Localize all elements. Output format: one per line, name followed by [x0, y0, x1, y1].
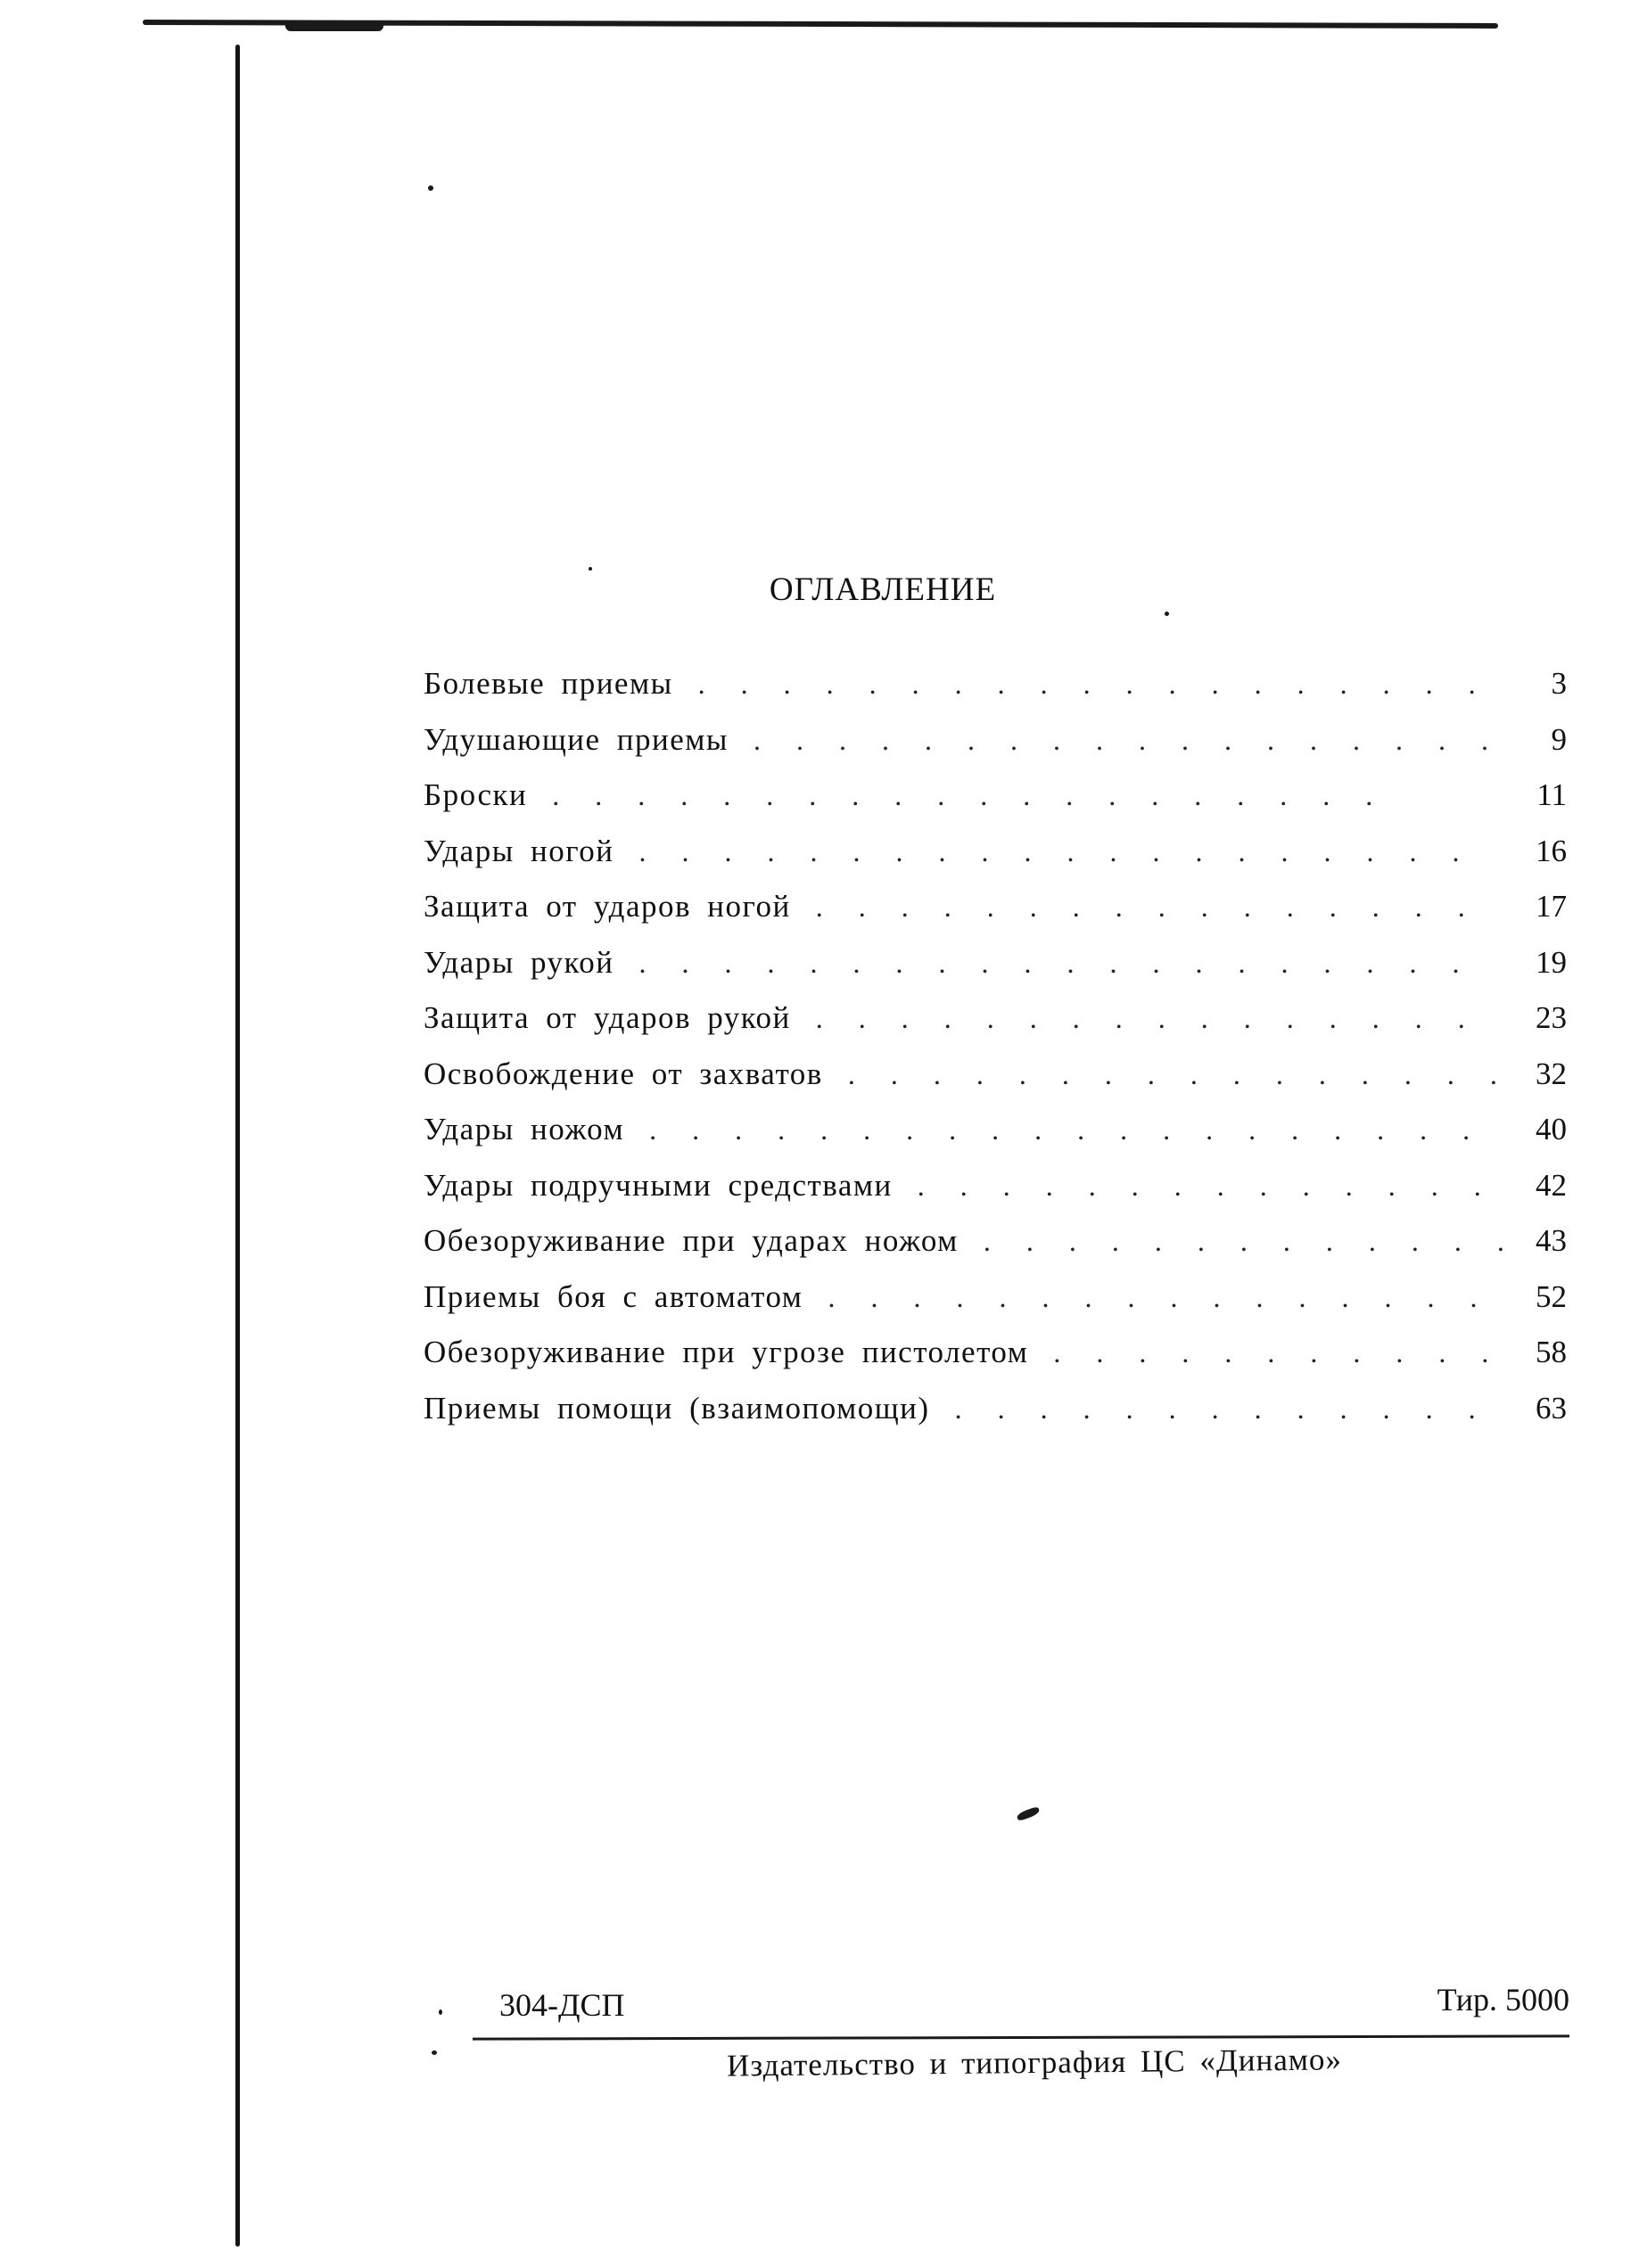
- toc-entry-page: 3: [1551, 666, 1567, 701]
- scan-speck: [428, 185, 433, 191]
- toc-dot-leader: [754, 712, 1493, 768]
- toc-entry-page: 32: [1536, 1056, 1567, 1091]
- toc-dot-leader: [816, 879, 1497, 935]
- toc-entry[interactable]: [424, 1381, 1567, 1437]
- toc-entry[interactable]: [424, 824, 1567, 880]
- toc-dot-leader: [638, 935, 1487, 991]
- toc-entry[interactable]: [424, 1047, 1567, 1103]
- toc-entry[interactable]: [424, 712, 1567, 768]
- toc-entry-page: 16: [1536, 833, 1567, 868]
- publisher-line: Издательство и типография ЦС «Динамо»: [726, 2042, 1343, 2083]
- toc-dot-leader: [816, 990, 1497, 1047]
- toc-dot-leader: [955, 1381, 1507, 1437]
- toc-entry-label: Приемы помощи (взаимопомощи): [424, 1390, 930, 1426]
- toc-entry-label: Защита от ударов рукой: [424, 1000, 791, 1035]
- toc-entry-page: 17: [1536, 889, 1567, 924]
- scan-speck: [1165, 612, 1169, 616]
- toc-entry-label: Освобождение от захватов: [424, 1056, 823, 1091]
- toc-entry-label: Обезоруживание при ударах ножом: [424, 1223, 959, 1258]
- toc-entry-label: Удушающие приемы: [424, 721, 729, 757]
- toc-dot-leader: [918, 1158, 1504, 1214]
- toc-entry-page: 42: [1536, 1167, 1567, 1203]
- toc-entry-page: 11: [1536, 777, 1567, 812]
- toc-dot-leader: [698, 656, 1489, 712]
- scan-artifact-top-smudge: [285, 21, 383, 31]
- scan-speck: [1016, 1806, 1041, 1821]
- toc-entry[interactable]: [424, 1325, 1567, 1381]
- toc-entry[interactable]: [424, 879, 1567, 935]
- scan-speck: [432, 2050, 437, 2055]
- toc-dot-leader: [649, 1102, 1487, 1158]
- toc-entry[interactable]: [424, 1158, 1567, 1214]
- toc-entry[interactable]: [424, 768, 1567, 824]
- toc-entry-page: 40: [1536, 1112, 1567, 1146]
- toc-title: ОГЛАВЛЕНИЕ: [769, 571, 997, 608]
- toc-entry-page: 63: [1536, 1390, 1567, 1426]
- imprint-print-run: Тир. 5000: [1437, 1982, 1569, 2017]
- toc-entry-label: Удары подручными средствами: [424, 1167, 893, 1203]
- toc-entry[interactable]: [424, 990, 1567, 1047]
- toc-dot-leader: [552, 768, 1487, 824]
- toc-entry-label: Защита от ударов ногой: [424, 889, 791, 924]
- toc-entry-label: Удары рукой: [424, 944, 614, 980]
- toc-entry[interactable]: [424, 656, 1567, 712]
- toc-entry[interactable]: [424, 1213, 1567, 1270]
- toc-entry-label: Болевые приемы: [424, 666, 673, 701]
- toc-entry[interactable]: [424, 935, 1567, 991]
- toc-entry-label: Удары ножом: [424, 1112, 625, 1146]
- toc-list: [424, 656, 1567, 1436]
- toc-entry-page: 58: [1536, 1335, 1567, 1369]
- toc-dot-leader: [1053, 1325, 1513, 1381]
- toc-dot-leader: [848, 1047, 1500, 1103]
- toc-dot-leader: [828, 1270, 1497, 1326]
- toc-entry-page: 19: [1536, 944, 1567, 980]
- toc-entry-label: Удары ногой: [424, 833, 614, 868]
- toc-entry-page: 9: [1551, 721, 1567, 757]
- toc-dot-leader: [638, 824, 1487, 880]
- toc-entry-label: Обезоруживание при угрозе пистолетом: [424, 1335, 1029, 1369]
- scan-speck: [439, 2009, 442, 2015]
- imprint-order-code: 304-ДСП: [499, 1987, 625, 2023]
- toc-dot-leader: [984, 1213, 1509, 1270]
- toc-entry[interactable]: [424, 1270, 1567, 1326]
- scan-artifact-left-edge: [235, 45, 240, 2247]
- toc-entry[interactable]: [424, 1102, 1567, 1158]
- toc-entry-label: Броски: [424, 777, 528, 812]
- toc-entry-page: 43: [1536, 1223, 1567, 1258]
- toc-entry-label: Приемы боя с автоматом: [424, 1278, 803, 1314]
- toc-entry-page: 23: [1536, 1000, 1567, 1035]
- toc-entry-page: 52: [1536, 1278, 1567, 1314]
- imprint-divider: [473, 2034, 1569, 2040]
